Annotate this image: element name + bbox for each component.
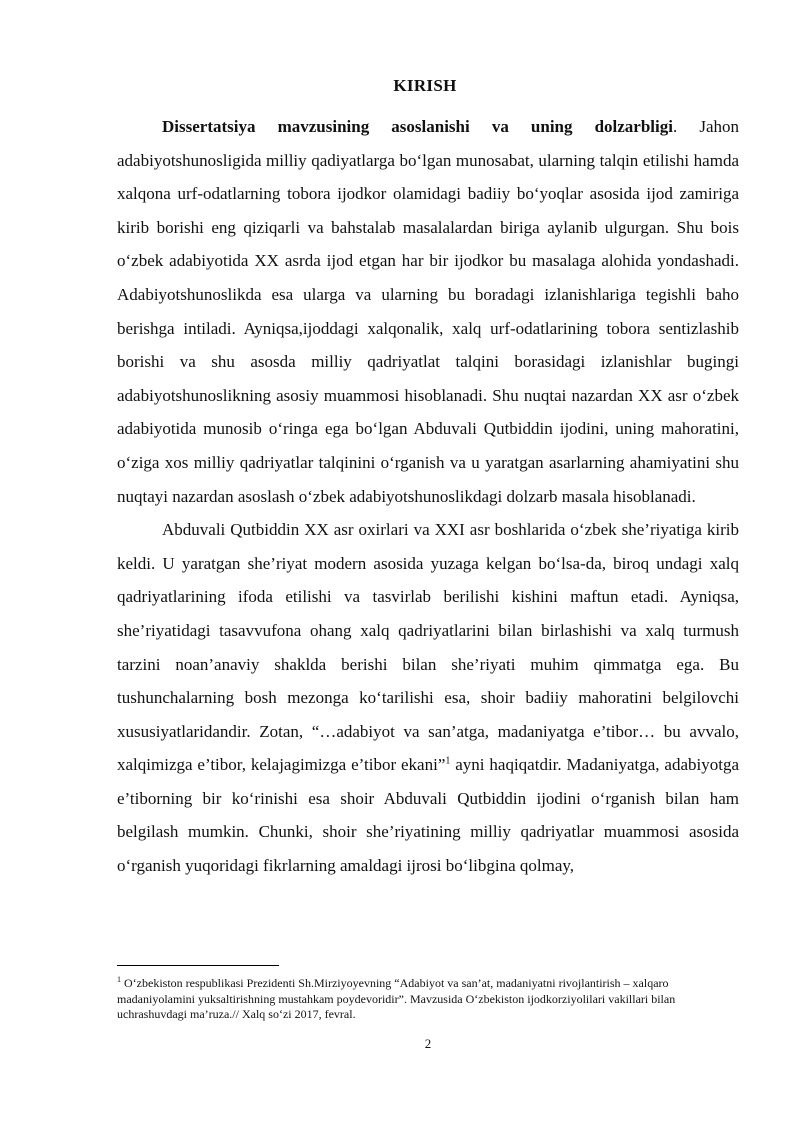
footnote: [117, 976, 739, 1023]
footnote-reference[interactable]: 1: [445, 755, 451, 767]
body-text: [117, 110, 739, 883]
paragraph-1: [117, 110, 739, 513]
paragraph-2-text-before-ref: Abduvali Qutbiddin XX asr oxirlari va XXI asr boshlarida o‘zbek she’riyatiga kirib keldi. U yaratgan she’riyat modern asosida yuzaga kelgan bo‘lsa-da, biroq undagi xalq qadriyatlarining ifoda etilishi va tasvirlab berilishi kishini maftun etadi. Ayniqsa, she’riyatidagi tasavvufona ohang xalq qadriyatlarini bilan birlashishi va xalq turmush tarzini noan’anaviy shaklda berishi bilan she’riyati muhim qimmatga ega. Bu tushunchalarning bosh mezonga ko‘tarilishi esa, shoir badiiy mahoratini belgilovchi xususiyatlaridandir. Zotan, “…adabiyot va san’atga, madaniyatga e’tibor… bu avvalo, xalqimizga e’tibor, kelajagimizga e’tibor ekani”: [117, 520, 739, 775]
page-heading: KIRISH: [393, 76, 457, 95]
paragraph-1-lead: Dissertatsiya mavzusining asoslanishi va uning dolzarbligi: [162, 117, 673, 136]
page-number: 2: [424, 1036, 432, 1051]
paragraph-2-text-after-ref: ayni haqiqatdir. Madaniyatga, adabiyotga e’tiborning bir ko‘rinishi esa shoir Abduvali Qutbiddin ijodini o‘rganish bilan ham belgilash mumkin. Chunki, shoir she’riyatining milliy qadriyatlar muammosi asosida o‘rganish yuqoridagi fikrlarning amaldagi ijrosi bo‘libgina qolmay,: [117, 755, 739, 876]
footnote-marker: 1: [117, 975, 121, 984]
footnote-text: O‘zbekiston respublikasi Prezidenti Sh.Mirziyoyevning “Adabiyot va san’at, madaniyatni rivojlantirish – xalqaro madaniyolamini yuksaltirishning mustahkam poydevoridir”. Mavzusida O‘zbekiston ijodkorziyolilari vakillari bilan uchrashuvdagi ma’ruza.// Xalq so‘zi 2017, fevral.: [117, 976, 676, 1021]
footnote-separator: [117, 965, 279, 966]
paragraph-1-text: . Jahon adabiyotshunosligida milliy qadiyatlarga bo‘lgan munosabat, ularning talqin etilishi hamda xalqona urf-odatlarning tobora ijodkor olamidagi badiiy bo‘yoqlar asosida ijod zamiriga kirib borishi eng qiziqarli va bahstalab masalalardan biriga aylanib ulgurgan. Shu bois o‘zbek adabiyotida XX asrda ijod etgan har bir ijodkor bu masalaga alohida yondashadi. Adabiyotshunoslikda esa ularga va ularning bu boradagi izlanishlariga tegishli baho berishga intiladi. Ayniqsa,ijoddagi xalqonalik, xalq urf-odatlarining tobora sentizlashib borishi va shu asosda milliy qadriyatlat talqini borasidagi izlanishlar bugingi adabiyotshunoslikning asosiy muammosi hisoblanadi. Shu nuqtai nazardan XX asr o‘zbek adabiyotida munosib o‘ringa ega bo‘lgan Abduvali Qutbiddin ijodini, uning mahoratini, o‘ziga xos milliy qadriyatlar talqinini o‘rganish va u yaratgan asarlarning ahamiyatini shu nuqtayi nazardan asoslash o‘zbek adabiyotshunoslikdagi dolzarb masala hisoblanadi.: [117, 117, 739, 506]
paragraph-2: [117, 513, 739, 883]
